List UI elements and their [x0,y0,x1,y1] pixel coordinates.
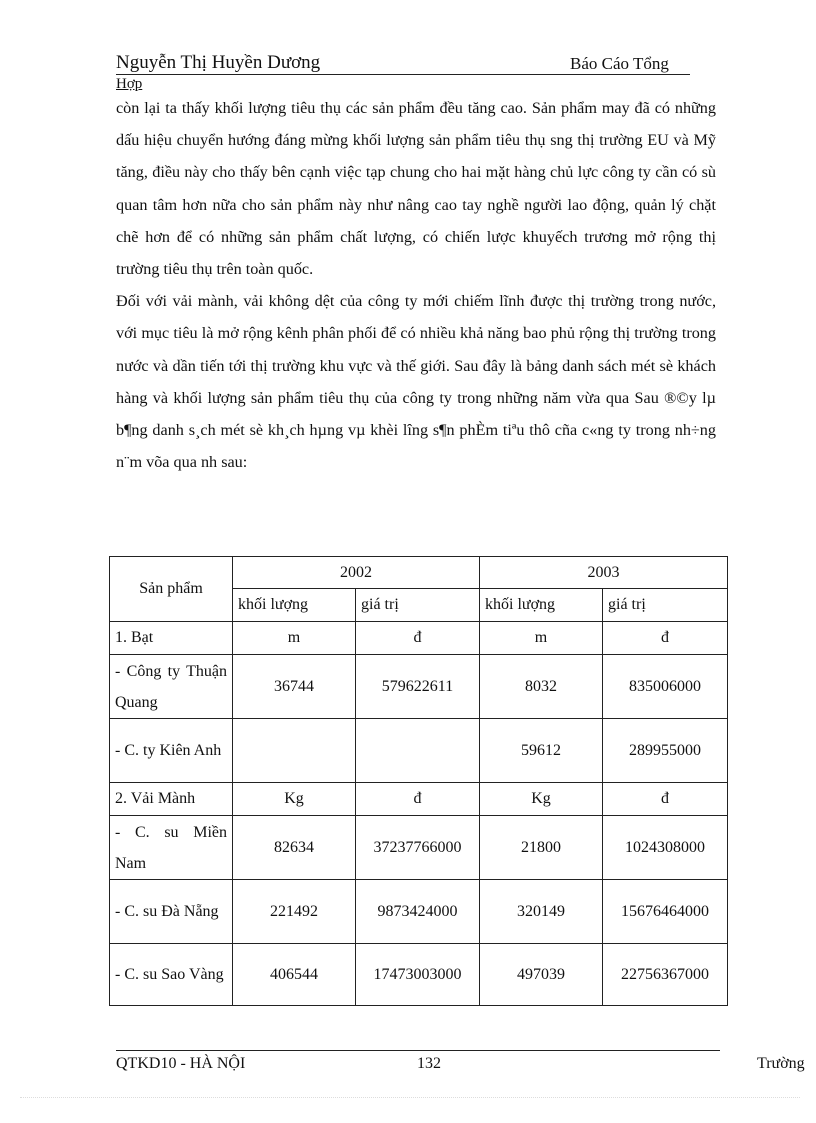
data-cell: 1024308000 [603,816,728,880]
data-cell: 82634 [233,816,356,880]
year-header: 2002 [233,557,480,589]
row-label: 2. Vải Mành [110,783,233,816]
row-label: - C. su Sao Vàng [110,944,233,1006]
data-cell: 579622611 [356,655,480,719]
data-cell [356,719,480,783]
table-row [110,655,728,719]
paragraph: Đối với vải mành, vải không dệt của công ty mới chiếm lĩnh được thị trường trong nước, với mục tiêu là mở rộng kênh phân phối để có nhiều khả năng bao phủ rộng thị trường trong nước và dần tiến tới thị trường khu vực và thế giới. Sau đây là bảng danh sách mét sè khách hàng và khối lượng sản phẩm tiêu thụ của công ty trong những năm vừa qua Sau ®©y lµ b¶ng danh s¸ch mét sè kh¸ch hµng vµ khèi lîng s¶n phÈm tiªu thô cña c«ng ty trong nh÷ng n¨m võa qua nh sau: [116,292,716,472]
page-number: 132 [417,1055,441,1072]
data-cell: 37237766000 [356,816,480,880]
volume-header: khối lượng [480,589,603,622]
row-label: - C. su Đà Nẵng [110,880,233,944]
unit-cell: Kg [480,783,603,816]
paragraph: còn lại ta thấy khối lượng tiêu thụ các sản phẩm đều tăng cao. Sản phẩm may đã có những dấu hiệu chuyển hướng đáng mừng khối lượng sản phẩm tiêu thụ sng thị trường EU và Mỹ tăng, điều này cho thấy bên cạnh việc tạp chung cho hai mặt hàng chủ lực công ty cần có sù quan tâm hơn nữa cho sản phẩm này như nâng cao tay nghề người lao động, quản lý chặt chẽ hơn để có những sản phẩm chất lượng, có chiến lược khuyếch trương mở rộng thị trường tiêu thụ trên toàn quốc. [116,99,716,279]
data-cell: 8032 [480,655,603,719]
table-row [110,816,728,880]
year-header: 2003 [480,557,728,589]
row-label: 1. Bạt [110,622,233,655]
data-cell: 320149 [480,880,603,944]
unit-cell: đ [356,783,480,816]
table-row [110,944,728,1006]
table-row [110,622,728,655]
product-column-header: Sản phẩm [110,557,233,622]
row-label: - C. su Miền Nam [110,816,233,880]
report-title: Báo Cáo Tổng [570,54,669,73]
unit-cell: đ [603,783,728,816]
page-header [116,50,690,75]
body-text [116,92,716,478]
data-cell: 9873424000 [356,880,480,944]
unit-cell: m [480,622,603,655]
row-label: - C. ty Kiên Anh [110,719,233,783]
data-cell: 221492 [233,880,356,944]
volume-header: khối lượng [233,589,356,622]
footer-school-label: Trường [757,1055,805,1072]
data-cell: 835006000 [603,655,728,719]
data-cell: 289955000 [603,719,728,783]
table-row [110,719,728,783]
page-bottom-divider [20,1097,800,1098]
unit-cell: đ [356,622,480,655]
table-row [110,783,728,816]
data-cell: 36744 [233,655,356,719]
product-sales-table [109,556,728,1006]
row-label: - Công ty Thuận Quang [110,655,233,719]
data-cell: 17473003000 [356,944,480,1006]
table-row [110,880,728,944]
author-name: Nguyễn Thị Huyền Dương [116,52,321,73]
data-cell: 22756367000 [603,944,728,1006]
data-cell: 21800 [480,816,603,880]
unit-cell: m [233,622,356,655]
data-cell [233,719,356,783]
report-title-continued: Hợp [116,76,143,92]
value-header: giá trị [356,589,480,622]
data-cell: 15676464000 [603,880,728,944]
data-cell: 59612 [480,719,603,783]
footer-rule [116,1050,720,1051]
footer-class-label: QTKD10 - HÀ NỘI [116,1055,246,1072]
unit-cell: Kg [233,783,356,816]
value-header: giá trị [603,589,728,622]
data-cell: 497039 [480,944,603,1006]
data-cell: 406544 [233,944,356,1006]
unit-cell: đ [603,622,728,655]
